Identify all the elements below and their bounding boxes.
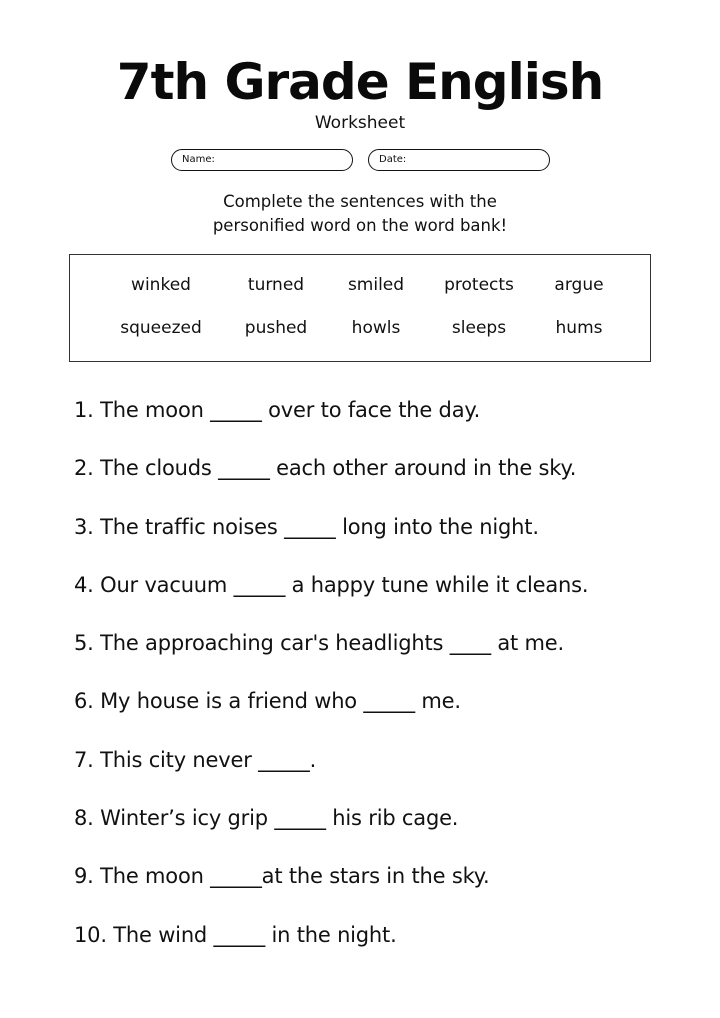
name-field[interactable] <box>171 149 353 171</box>
word-bank-word: pushed <box>244 318 308 338</box>
question-item: 2. The clouds _____ each other around in the sky. <box>74 456 577 481</box>
instructions <box>0 190 720 238</box>
worksheet-subtitle: Worksheet <box>314 113 406 133</box>
question-item: 6. My house is a friend who _____ me. <box>74 689 461 714</box>
worksheet-title: 7th Grade English <box>116 53 604 111</box>
word-bank-word: sleeps <box>451 318 507 338</box>
question-item: 9. The moon _____at the stars in the sky. <box>74 864 490 889</box>
question-list <box>74 393 704 976</box>
question-item: 10. The wind _____ in the night. <box>74 922 397 947</box>
question-item: 4. Our vacuum _____ a happy tune while it cleans. <box>74 572 589 597</box>
question-item: 8. Winter’s icy grip _____ his rib cage. <box>74 806 459 831</box>
question-item: 7. This city never _____. <box>74 747 317 772</box>
instruction-line-1: Complete the sentences with the <box>223 192 497 211</box>
instruction-line-2: personified word on the word bank! <box>212 216 508 235</box>
word-bank-word: smiled <box>347 275 405 295</box>
question-item: 3. The traffic noises _____ long into the night. <box>74 514 539 539</box>
word-bank-word: protects <box>444 275 514 295</box>
word-bank-word: squeezed <box>120 318 202 338</box>
date-field[interactable] <box>368 149 550 171</box>
word-bank-word: hums <box>555 318 603 338</box>
word-bank <box>69 254 651 362</box>
question-item: 5. The approaching car's headlights ____ at me. <box>74 631 564 656</box>
word-bank-word: argue <box>554 275 604 295</box>
date-field-label: Date: <box>379 154 407 165</box>
question-item: 1. The moon _____ over to face the day. <box>74 398 481 422</box>
word-bank-word: turned <box>247 275 305 295</box>
word-bank-word: howls <box>351 318 401 338</box>
name-field-label: Name: <box>182 154 215 165</box>
word-bank-word: winked <box>131 275 191 295</box>
